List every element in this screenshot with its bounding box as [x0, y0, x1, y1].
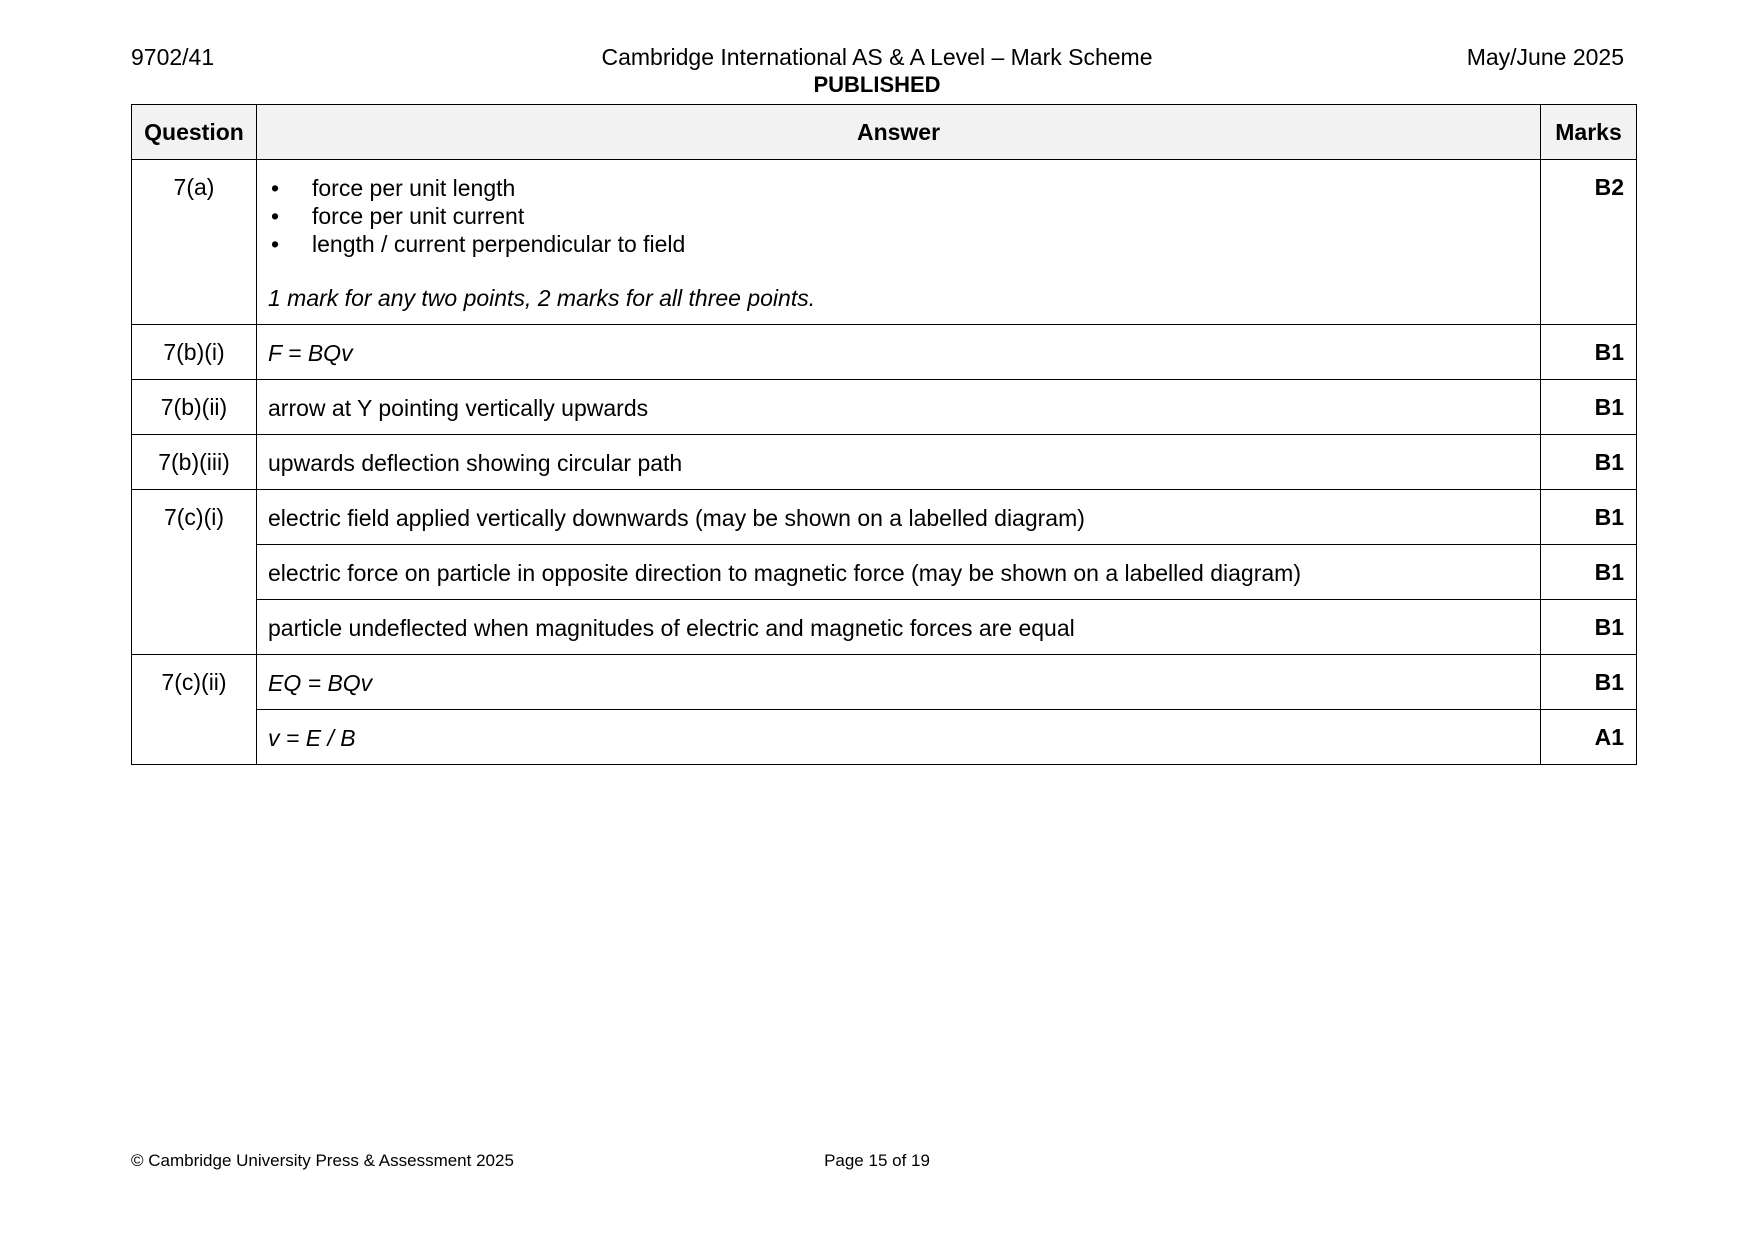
- question-number: 7(a): [132, 160, 257, 325]
- table-row: [132, 490, 1637, 545]
- page-number: Page 15 of 19: [824, 1151, 930, 1170]
- marks-value: B2: [1541, 160, 1637, 325]
- answer-cell: [257, 160, 1541, 325]
- copyright-notice: © Cambridge University Press & Assessment 2025: [131, 1151, 514, 1170]
- exam-session: May/June 2025: [1466, 44, 1624, 70]
- answer-point: [268, 202, 1528, 230]
- marks-value: B1: [1541, 380, 1637, 435]
- answer-point-text: force per unit current: [312, 203, 525, 229]
- table-row: [132, 655, 1637, 710]
- table-row: [132, 600, 1637, 655]
- answer-point-text: force per unit length: [312, 175, 516, 201]
- table-row: [132, 325, 1637, 380]
- question-number: 7(c)(i): [132, 490, 257, 655]
- answer-cell: particle undeflected when magnitudes of electric and magnetic forces are equal: [257, 600, 1541, 655]
- answer-cell: F = BQv: [257, 325, 1541, 380]
- table-row: [132, 435, 1637, 490]
- marks-value: B1: [1541, 325, 1637, 380]
- answer-cell: EQ = BQv: [257, 655, 1541, 710]
- answer-cell: electric field applied vertically downwards (may be shown on a labelled diagram): [257, 490, 1541, 545]
- marking-note: 1 mark for any two points, 2 marks for all three points.: [268, 285, 816, 311]
- marks-value: B1: [1541, 435, 1637, 490]
- question-number: 7(b)(i): [132, 325, 257, 380]
- marks-value: A1: [1541, 710, 1637, 765]
- answer-point: [268, 174, 1528, 202]
- bullet-icon: •: [270, 175, 280, 201]
- marks-value: B1: [1541, 545, 1637, 600]
- document-title: Cambridge International AS & A Level – Mark Scheme: [601, 44, 1153, 70]
- table-row: [132, 160, 1637, 325]
- marks-value: B1: [1541, 655, 1637, 710]
- bullet-icon: •: [270, 203, 280, 229]
- answer-cell: v = E / B: [257, 710, 1541, 765]
- table-row: [132, 380, 1637, 435]
- table-row: [132, 545, 1637, 600]
- marks-value: B1: [1541, 600, 1637, 655]
- answer-cell: upwards deflection showing circular path: [257, 435, 1541, 490]
- question-number: 7(c)(ii): [132, 655, 257, 765]
- mark-scheme-table: [131, 104, 1637, 765]
- answer-point: [268, 230, 1528, 258]
- answer-point-text: length / current perpendicular to field: [312, 231, 686, 257]
- marks-column-header: Marks: [1541, 105, 1637, 160]
- published-label: PUBLISHED: [813, 72, 941, 97]
- marks-value: B1: [1541, 490, 1637, 545]
- answer-cell: electric force on particle in opposite direction to magnetic force (may be shown on a labelled diagram): [257, 545, 1541, 600]
- paper-code: 9702/41: [131, 44, 215, 70]
- question-number: 7(b)(iii): [132, 435, 257, 490]
- answer-column-header: Answer: [257, 105, 1541, 160]
- question-number: 7(b)(ii): [132, 380, 257, 435]
- bullet-icon: •: [270, 231, 280, 257]
- table-row: [132, 710, 1637, 765]
- question-column-header: Question: [132, 105, 257, 160]
- answer-cell: arrow at Y pointing vertically upwards: [257, 380, 1541, 435]
- answer-points-list: [268, 174, 1528, 258]
- table-header-row: [132, 105, 1637, 160]
